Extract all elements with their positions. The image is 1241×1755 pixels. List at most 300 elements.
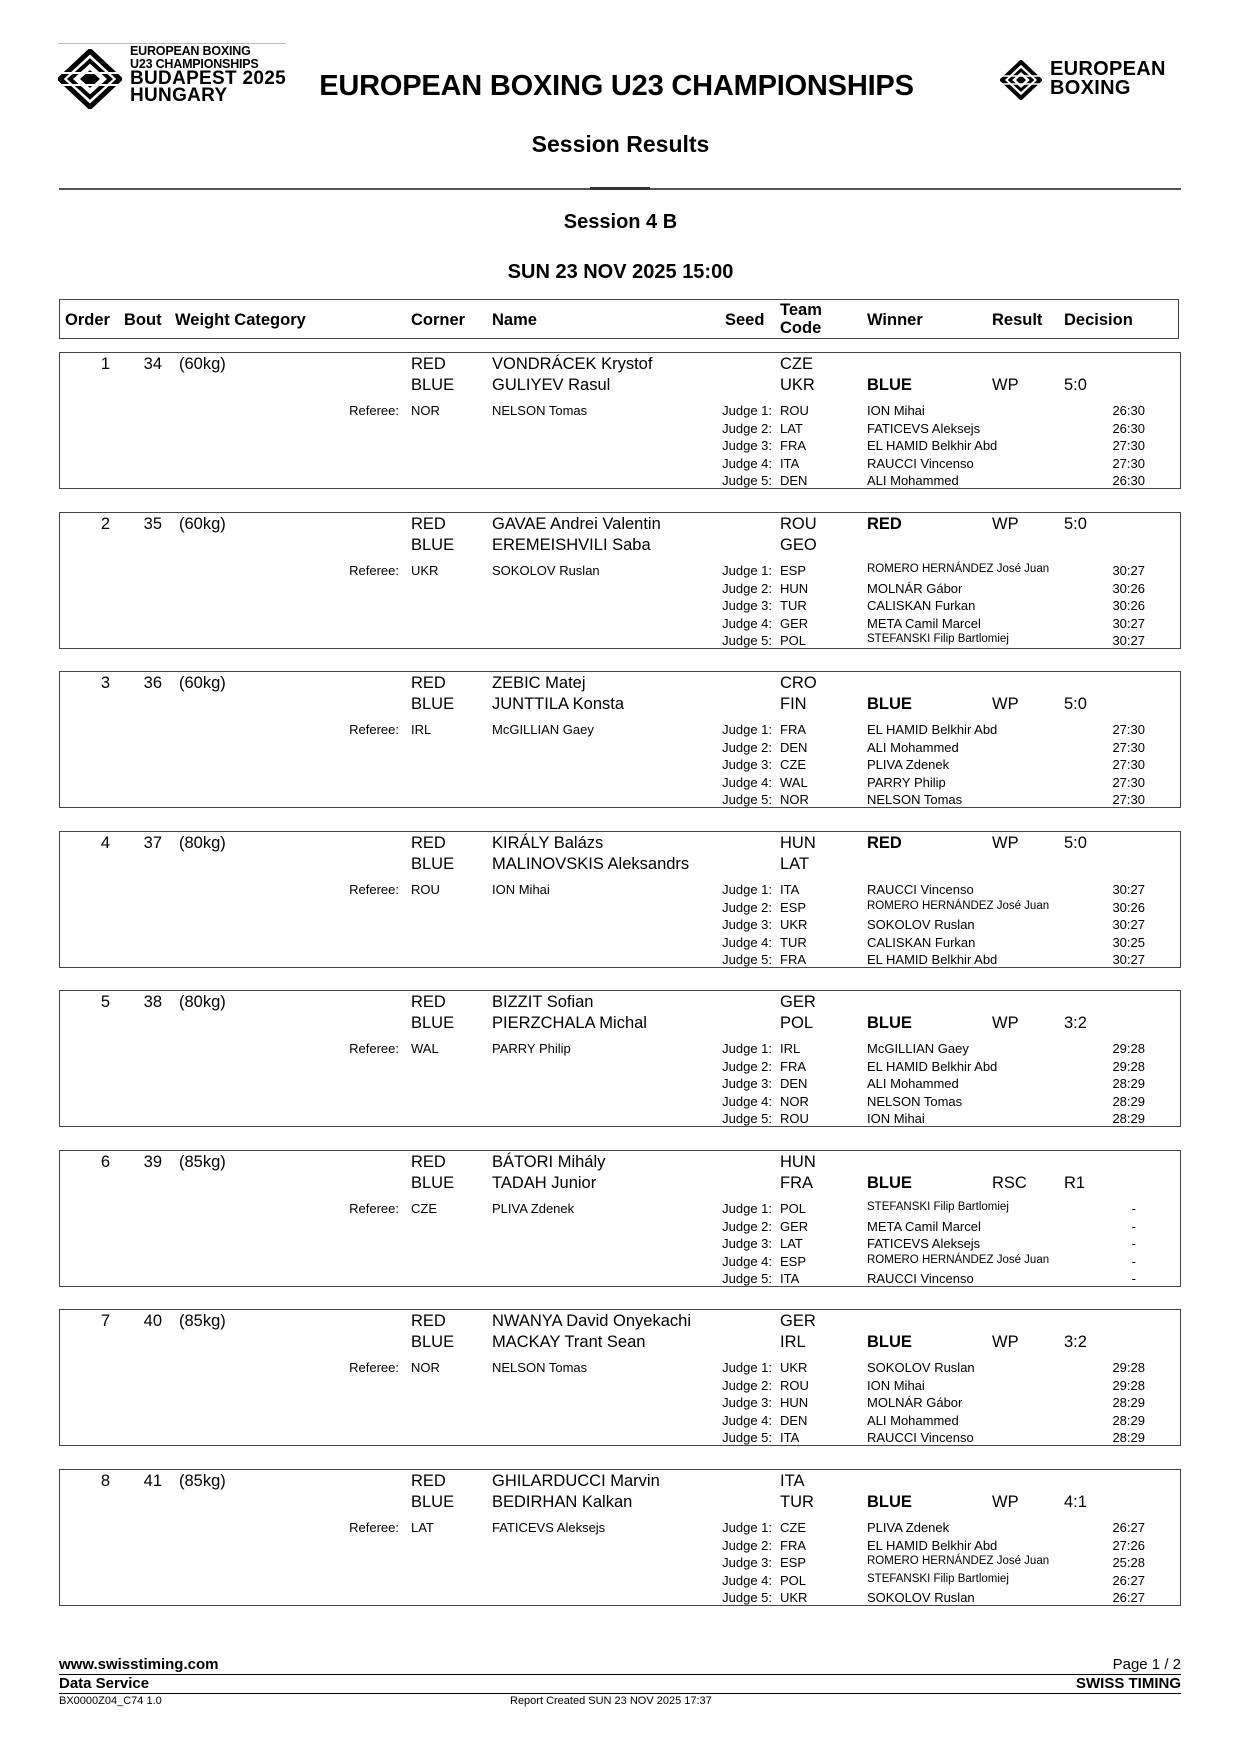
referee-name: PLIVA Zdenek: [492, 1201, 575, 1216]
col-name: Name: [492, 311, 537, 329]
referee-name: NELSON Tomas: [492, 1360, 588, 1375]
weight-category: (85kg): [179, 1312, 226, 1330]
red-boxer-name: GAVAE Andrei Valentin: [492, 515, 661, 533]
judge-name: PARRY Philip: [867, 774, 946, 790]
referee-name: McGILLIAN Gaey: [492, 722, 594, 737]
decision: R1: [1064, 1174, 1086, 1192]
judge-label: Judge 5:: [722, 792, 772, 807]
judge-score: 30:27: [1112, 952, 1145, 967]
bout-block: [59, 1150, 1181, 1287]
judge-country: FRA: [780, 438, 806, 453]
judge-score: 30:25: [1112, 934, 1145, 950]
result-type: WP: [992, 1493, 1019, 1511]
session-datetime: SUN 23 NOV 2025 15:00: [507, 261, 734, 283]
col-team-code-line-2: Code: [780, 319, 822, 337]
judge-name: ROMERO HERNÁNDEZ José Juan: [867, 899, 1050, 912]
judge-label: Judge 5:: [722, 1590, 772, 1605]
blue-corner-label: BLUE: [411, 1493, 455, 1511]
judge-score: 26:30: [1112, 473, 1145, 488]
blue-team-code: FRA: [780, 1174, 813, 1192]
judge-score: 28:29: [1112, 1076, 1145, 1091]
judge-score: 27:30: [1112, 757, 1145, 772]
result-type: WP: [992, 515, 1019, 533]
bout-order: 5: [100, 993, 110, 1011]
judge-score: 29:28: [1112, 1377, 1145, 1393]
bout-number: 37: [143, 834, 162, 852]
judge-country: ITA: [780, 455, 800, 471]
bout-block: [59, 1309, 1181, 1446]
red-corner-label: RED: [411, 993, 446, 1011]
judge-country: LAT: [780, 1236, 803, 1251]
referee-name: ION Mihai: [492, 882, 550, 897]
judge-country: NOR: [780, 1093, 809, 1109]
col-team-code: [780, 301, 822, 337]
judge-country: IRL: [780, 1041, 801, 1056]
red-corner-label: RED: [411, 1472, 446, 1490]
judge-label: Judge 5:: [722, 1111, 772, 1126]
judge-score: 28:29: [1112, 1395, 1145, 1410]
bout-block: [59, 671, 1181, 808]
judge-country: ROU: [780, 1377, 809, 1393]
bout-order: 8: [100, 1472, 110, 1490]
judge-score: 29:28: [1112, 1058, 1145, 1074]
decision: 5:0: [1064, 515, 1087, 533]
judge-score: 30:26: [1112, 580, 1145, 596]
federation-logo: [1000, 58, 1185, 102]
referee-label: Referee:: [349, 1360, 399, 1375]
judge-country: TUR: [780, 598, 807, 613]
referee-country: LAT: [411, 1520, 434, 1535]
blue-team-code: FIN: [780, 695, 807, 713]
judge-country: LAT: [780, 420, 803, 436]
referee-label: Referee:: [349, 403, 399, 418]
red-boxer-name: ZEBIC Matej: [492, 674, 586, 692]
blue-corner-label: BLUE: [411, 536, 455, 554]
blue-team-code: TUR: [780, 1493, 814, 1511]
weight-category: (60kg): [179, 515, 226, 533]
judge-score: -: [1131, 1271, 1136, 1286]
judge-country: FRA: [780, 952, 806, 967]
blue-team-code: GEO: [780, 536, 817, 554]
judge-name: FATICEVS Aleksejs: [867, 420, 981, 436]
blue-corner-label: BLUE: [411, 1014, 455, 1032]
judge-label: Judge 3:: [722, 438, 772, 453]
red-team-code: ITA: [780, 1472, 805, 1490]
page-subtitle: Session Results: [531, 131, 710, 157]
footer-divider-1: [59, 1674, 1181, 1675]
col-winner: Winner: [867, 311, 923, 329]
referee-label: Referee:: [349, 722, 399, 737]
judge-country: DEN: [780, 739, 808, 755]
winner-corner: BLUE: [867, 695, 912, 713]
winner-corner: BLUE: [867, 376, 912, 394]
blue-boxer-name: TADAH Junior: [492, 1174, 597, 1192]
judge-label: Judge 2:: [722, 1377, 772, 1393]
judge-score: 26:27: [1112, 1590, 1145, 1605]
judge-name: STEFANSKI Filip Bartlomiej: [867, 1572, 1009, 1585]
judge-name: ROMERO HERNÁNDEZ José Juan: [867, 1253, 1050, 1266]
judge-name: SOKOLOV Ruslan: [867, 917, 975, 932]
judge-name: RAUCCI Vincenso: [867, 1271, 974, 1286]
judge-label: Judge 3:: [722, 598, 772, 613]
judge-name: PLIVA Zdenek: [867, 1520, 950, 1535]
red-team-code: CRO: [780, 674, 817, 692]
referee-country: CZE: [411, 1201, 437, 1216]
judge-name: RAUCCI Vincenso: [867, 455, 974, 471]
bout-block: [59, 352, 1181, 489]
footer-divider-2: [59, 1693, 1181, 1694]
judge-label: Judge 4:: [722, 774, 772, 790]
judge-score: 27:30: [1112, 438, 1145, 453]
blue-boxer-name: GULIYEV Rasul: [492, 376, 611, 394]
judge-label: Judge 2:: [722, 1218, 772, 1234]
judge-name: FATICEVS Aleksejs: [867, 1236, 981, 1251]
judge-score: 28:29: [1112, 1412, 1145, 1428]
decision: 3:2: [1064, 1333, 1087, 1351]
judge-score: 27:30: [1112, 739, 1145, 755]
judge-country: UKR: [780, 917, 808, 932]
blue-corner-label: BLUE: [411, 376, 455, 394]
logo-line-3: BUDAPEST 2025: [130, 68, 286, 89]
col-decision: Decision: [1064, 311, 1133, 329]
judge-name: McGILLIAN Gaey: [867, 1041, 969, 1056]
judge-score: 27:30: [1112, 455, 1145, 471]
judge-name: ROMERO HERNÁNDEZ José Juan: [867, 563, 1050, 575]
blue-boxer-name: MACKAY Trant Sean: [492, 1333, 646, 1351]
judge-country: NOR: [780, 792, 809, 807]
judge-label: Judge 1:: [722, 722, 772, 737]
judge-label: Judge 3:: [722, 1236, 772, 1251]
judge-label: Judge 4:: [722, 934, 772, 950]
judge-country: ROU: [780, 1111, 809, 1126]
judge-name: META Camil Marcel: [867, 1218, 981, 1234]
judge-country: ESP: [780, 1253, 807, 1269]
col-bout: Bout: [124, 311, 162, 329]
weight-category: (85kg): [179, 1153, 226, 1171]
judge-name: EL HAMID Belkhir Abd: [867, 1058, 998, 1074]
judge-score: -: [1131, 1201, 1136, 1216]
judge-country: ESP: [780, 899, 807, 915]
col-seed: Seed: [725, 311, 765, 329]
judge-country: ITA: [780, 1430, 800, 1445]
red-boxer-name: BÁTORI Mihály: [492, 1153, 606, 1171]
bout-block: [59, 512, 1181, 649]
decision: 5:0: [1064, 695, 1087, 713]
judge-country: HUN: [780, 1395, 809, 1410]
judge-name: STEFANSKI Filip Bartlomiej: [867, 633, 1009, 645]
judge-country: DEN: [780, 1076, 808, 1091]
judge-score: 28:29: [1112, 1430, 1145, 1445]
judge-country: POL: [780, 1572, 807, 1588]
judge-label: Judge 4:: [722, 455, 772, 471]
col-order: Order: [65, 311, 110, 329]
winner-corner: BLUE: [867, 1014, 912, 1032]
judge-name: EL HAMID Belkhir Abd: [867, 952, 998, 967]
federation-logo-line-2: BOXING: [1050, 77, 1131, 99]
judge-name: CALISKAN Furkan: [867, 598, 976, 613]
page-title-text: EUROPEAN BOXING U23 CHAMPIONSHIPS: [319, 70, 914, 102]
referee-country: WAL: [411, 1041, 439, 1056]
judge-label: Judge 4:: [722, 1412, 772, 1428]
red-team-code: CZE: [780, 355, 813, 373]
judge-score: -: [1131, 1253, 1136, 1269]
winner-corner: RED: [867, 515, 902, 533]
red-corner-label: RED: [411, 674, 446, 692]
judge-country: ITA: [780, 882, 800, 897]
judge-name: EL HAMID Belkhir Abd: [867, 438, 998, 453]
blue-corner-label: BLUE: [411, 695, 455, 713]
judge-name: RAUCCI Vincenso: [867, 1430, 974, 1445]
col-team-code-line-1: Team: [780, 301, 822, 319]
red-corner-label: RED: [411, 355, 446, 373]
bout-order: 1: [100, 355, 110, 373]
red-boxer-name: NWANYA David Onyekachi: [492, 1312, 691, 1330]
judge-country: GER: [780, 615, 809, 631]
judge-score: -: [1131, 1218, 1136, 1234]
judge-country: FRA: [780, 1537, 806, 1553]
judge-name: ION Mihai: [867, 403, 925, 418]
footer-page-number: Page 1 / 2: [1112, 1656, 1181, 1673]
judge-name: MOLNÁR Gábor: [867, 580, 963, 596]
judge-label: Judge 4:: [722, 1572, 772, 1588]
result-type: WP: [992, 1014, 1019, 1032]
decision: 3:2: [1064, 1014, 1087, 1032]
judge-country: CZE: [780, 1520, 806, 1535]
referee-label: Referee:: [349, 882, 399, 897]
col-corner: Corner: [411, 311, 466, 329]
judge-label: Judge 2:: [722, 1058, 772, 1074]
referee-country: IRL: [411, 722, 432, 737]
judge-name: EL HAMID Belkhir Abd: [867, 722, 998, 737]
referee-name: PARRY Philip: [492, 1041, 571, 1056]
judge-score: -: [1131, 1236, 1136, 1251]
red-corner-label: RED: [411, 1153, 446, 1171]
bout-block: [59, 990, 1181, 1127]
judge-label: Judge 3:: [722, 1076, 772, 1091]
result-type: RSC: [992, 1174, 1027, 1192]
footer-brand: SWISS TIMING: [1076, 1675, 1181, 1692]
judge-score: 30:27: [1112, 882, 1145, 897]
judge-score: 27:30: [1112, 792, 1145, 807]
judge-country: TUR: [780, 934, 807, 950]
judge-score: 26:27: [1112, 1572, 1145, 1588]
judge-label: Judge 3:: [722, 1395, 772, 1410]
judge-country: ESP: [780, 1555, 807, 1570]
bout-number: 34: [143, 355, 162, 373]
header-divider-accent: [590, 187, 650, 190]
judge-label: Judge 2:: [722, 899, 772, 915]
judge-name: STEFANSKI Filip Bartlomiej: [867, 1201, 1009, 1213]
decision: 4:1: [1064, 1493, 1087, 1511]
bout-number: 39: [143, 1153, 162, 1171]
judge-label: Judge 5:: [722, 1430, 772, 1445]
judge-label: Judge 5:: [722, 473, 772, 488]
result-type: WP: [992, 1333, 1019, 1351]
judge-country: UKR: [780, 1360, 808, 1375]
judge-country: WAL: [780, 774, 808, 790]
bout-block: [59, 831, 1181, 968]
judge-score: 30:26: [1112, 899, 1145, 915]
judge-label: Judge 4:: [722, 1093, 772, 1109]
session-label: Session 4 B: [563, 211, 678, 233]
bout-order: 3: [100, 674, 110, 692]
blue-boxer-name: EREMEISHVILI Saba: [492, 536, 651, 554]
col-weight-category: Weight Category: [175, 311, 306, 329]
judge-label: Judge 5:: [722, 633, 772, 648]
judge-name: ION Mihai: [867, 1377, 925, 1393]
logo-line-2: U23 CHAMPIONSHIPS: [130, 56, 259, 71]
referee-country: NOR: [411, 1360, 440, 1375]
judge-country: FRA: [780, 1058, 806, 1074]
red-corner-label: RED: [411, 515, 446, 533]
judge-name: ALI Mohammed: [867, 473, 959, 488]
referee-country: ROU: [411, 882, 440, 897]
logo-line-1: EUROPEAN BOXING: [130, 44, 251, 58]
bout-order: 6: [100, 1153, 110, 1171]
weight-category: (60kg): [179, 355, 226, 373]
judge-name: CALISKAN Furkan: [867, 934, 976, 950]
bout-number: 40: [143, 1312, 162, 1330]
bout-order: 2: [100, 515, 110, 533]
weight-category: (80kg): [179, 993, 226, 1011]
weight-category: (60kg): [179, 674, 226, 692]
judge-score: 30:27: [1112, 563, 1145, 578]
winner-corner: BLUE: [867, 1493, 912, 1511]
judge-score: 27:30: [1112, 722, 1145, 737]
red-boxer-name: BIZZIT Sofian: [492, 993, 594, 1011]
judge-country: GER: [780, 1218, 809, 1234]
blue-boxer-name: MALINOVSKIS Aleksandrs: [492, 855, 690, 873]
judge-name: ALI Mohammed: [867, 739, 959, 755]
blue-team-code: POL: [780, 1014, 814, 1032]
bout-order: 7: [100, 1312, 110, 1330]
blue-team-code: LAT: [780, 855, 810, 873]
judge-label: Judge 4:: [722, 1253, 772, 1269]
blue-corner-label: BLUE: [411, 1333, 455, 1351]
col-result: Result: [992, 311, 1043, 329]
red-team-code: GER: [780, 1312, 816, 1330]
result-type: WP: [992, 695, 1019, 713]
bout-number: 41: [143, 1472, 162, 1490]
judge-name: SOKOLOV Ruslan: [867, 1360, 975, 1375]
judge-country: ITA: [780, 1271, 800, 1286]
referee-name: NELSON Tomas: [492, 403, 588, 418]
judge-name: ROMERO HERNÁNDEZ José Juan: [867, 1555, 1050, 1567]
judge-name: ION Mihai: [867, 1111, 925, 1126]
bout-number: 35: [143, 515, 162, 533]
red-team-code: GER: [780, 993, 816, 1011]
judge-name: MOLNÁR Gábor: [867, 1395, 963, 1410]
red-corner-label: RED: [411, 834, 446, 852]
red-boxer-name: VONDRÁCEK Krystof: [492, 355, 653, 373]
decision: 5:0: [1064, 834, 1087, 852]
blue-corner-label: BLUE: [411, 855, 455, 873]
judge-label: Judge 1:: [722, 563, 772, 578]
judge-label: Judge 1:: [722, 1360, 772, 1375]
judge-label: Judge 1:: [722, 1201, 772, 1216]
judge-country: FRA: [780, 722, 806, 737]
judge-label: Judge 1:: [722, 403, 772, 418]
bout-order: 4: [100, 834, 110, 852]
judge-score: 28:29: [1112, 1111, 1145, 1126]
bout-number: 38: [143, 993, 162, 1011]
judge-name: META Camil Marcel: [867, 615, 981, 631]
winner-corner: BLUE: [867, 1174, 912, 1192]
judge-score: 26:30: [1112, 420, 1145, 436]
judge-label: Judge 5:: [722, 952, 772, 967]
red-team-code: HUN: [780, 834, 816, 852]
decision: 5:0: [1064, 376, 1087, 394]
judge-name: ALI Mohammed: [867, 1412, 959, 1428]
judge-score: 30:27: [1112, 633, 1145, 648]
judge-label: Judge 2:: [722, 580, 772, 596]
judge-label: Judge 3:: [722, 1555, 772, 1570]
judge-country: CZE: [780, 757, 806, 772]
judge-label: Judge 2:: [722, 739, 772, 755]
referee-label: Referee:: [349, 1041, 399, 1056]
weight-category: (85kg): [179, 1472, 226, 1490]
blue-team-code: IRL: [780, 1333, 806, 1351]
referee-label: Referee:: [349, 1201, 399, 1216]
judge-name: SOKOLOV Ruslan: [867, 1590, 975, 1605]
judge-label: Judge 1:: [722, 1520, 772, 1535]
judge-label: Judge 2:: [722, 1537, 772, 1553]
winner-corner: RED: [867, 834, 902, 852]
judge-name: EL HAMID Belkhir Abd: [867, 1537, 998, 1553]
referee-label: Referee:: [349, 1520, 399, 1535]
red-team-code: HUN: [780, 1153, 816, 1171]
judge-score: 25:28: [1112, 1555, 1145, 1570]
judge-label: Judge 1:: [722, 1041, 772, 1056]
judge-name: NELSON Tomas: [867, 1093, 963, 1109]
logo-line-4: HUNGARY: [130, 85, 228, 106]
blue-boxer-name: PIERZCHALA Michal: [492, 1014, 647, 1032]
judge-label: Judge 3:: [722, 757, 772, 772]
judge-label: Judge 1:: [722, 882, 772, 897]
judge-country: ESP: [780, 563, 807, 578]
judge-score: 26:27: [1112, 1520, 1145, 1535]
blue-boxer-name: JUNTTILA Konsta: [492, 695, 625, 713]
results-table-header: [59, 299, 1179, 339]
judge-name: NELSON Tomas: [867, 792, 963, 807]
judge-score: 29:28: [1112, 1041, 1145, 1056]
blue-boxer-name: BEDIRHAN Kalkan: [492, 1493, 633, 1511]
judge-name: RAUCCI Vincenso: [867, 882, 974, 897]
result-type: WP: [992, 376, 1019, 394]
referee-name: FATICEVS Aleksejs: [492, 1520, 606, 1535]
judge-label: Judge 4:: [722, 615, 772, 631]
bout-block: [59, 1469, 1181, 1606]
judge-score: 28:29: [1112, 1093, 1145, 1109]
weight-category: (80kg): [179, 834, 226, 852]
footer-data-service: Data Service: [59, 1675, 150, 1692]
referee-label: Referee:: [349, 563, 399, 578]
judge-score: 26:30: [1112, 403, 1145, 418]
red-team-code: ROU: [780, 515, 817, 533]
judge-country: POL: [780, 633, 807, 648]
judge-score: 30:27: [1112, 917, 1145, 932]
judge-country: POL: [780, 1201, 807, 1216]
judge-country: DEN: [780, 473, 808, 488]
judge-score: 29:28: [1112, 1360, 1145, 1375]
judge-score: 27:26: [1112, 1537, 1145, 1553]
referee-name: SOKOLOV Ruslan: [492, 563, 600, 578]
winner-corner: BLUE: [867, 1333, 912, 1351]
footer-website-link[interactable]: www.swisstiming.com: [59, 1656, 219, 1673]
judge-label: Judge 2:: [722, 420, 772, 436]
european-boxing-logo-icon: [1000, 60, 1042, 100]
judge-label: Judge 3:: [722, 917, 772, 932]
